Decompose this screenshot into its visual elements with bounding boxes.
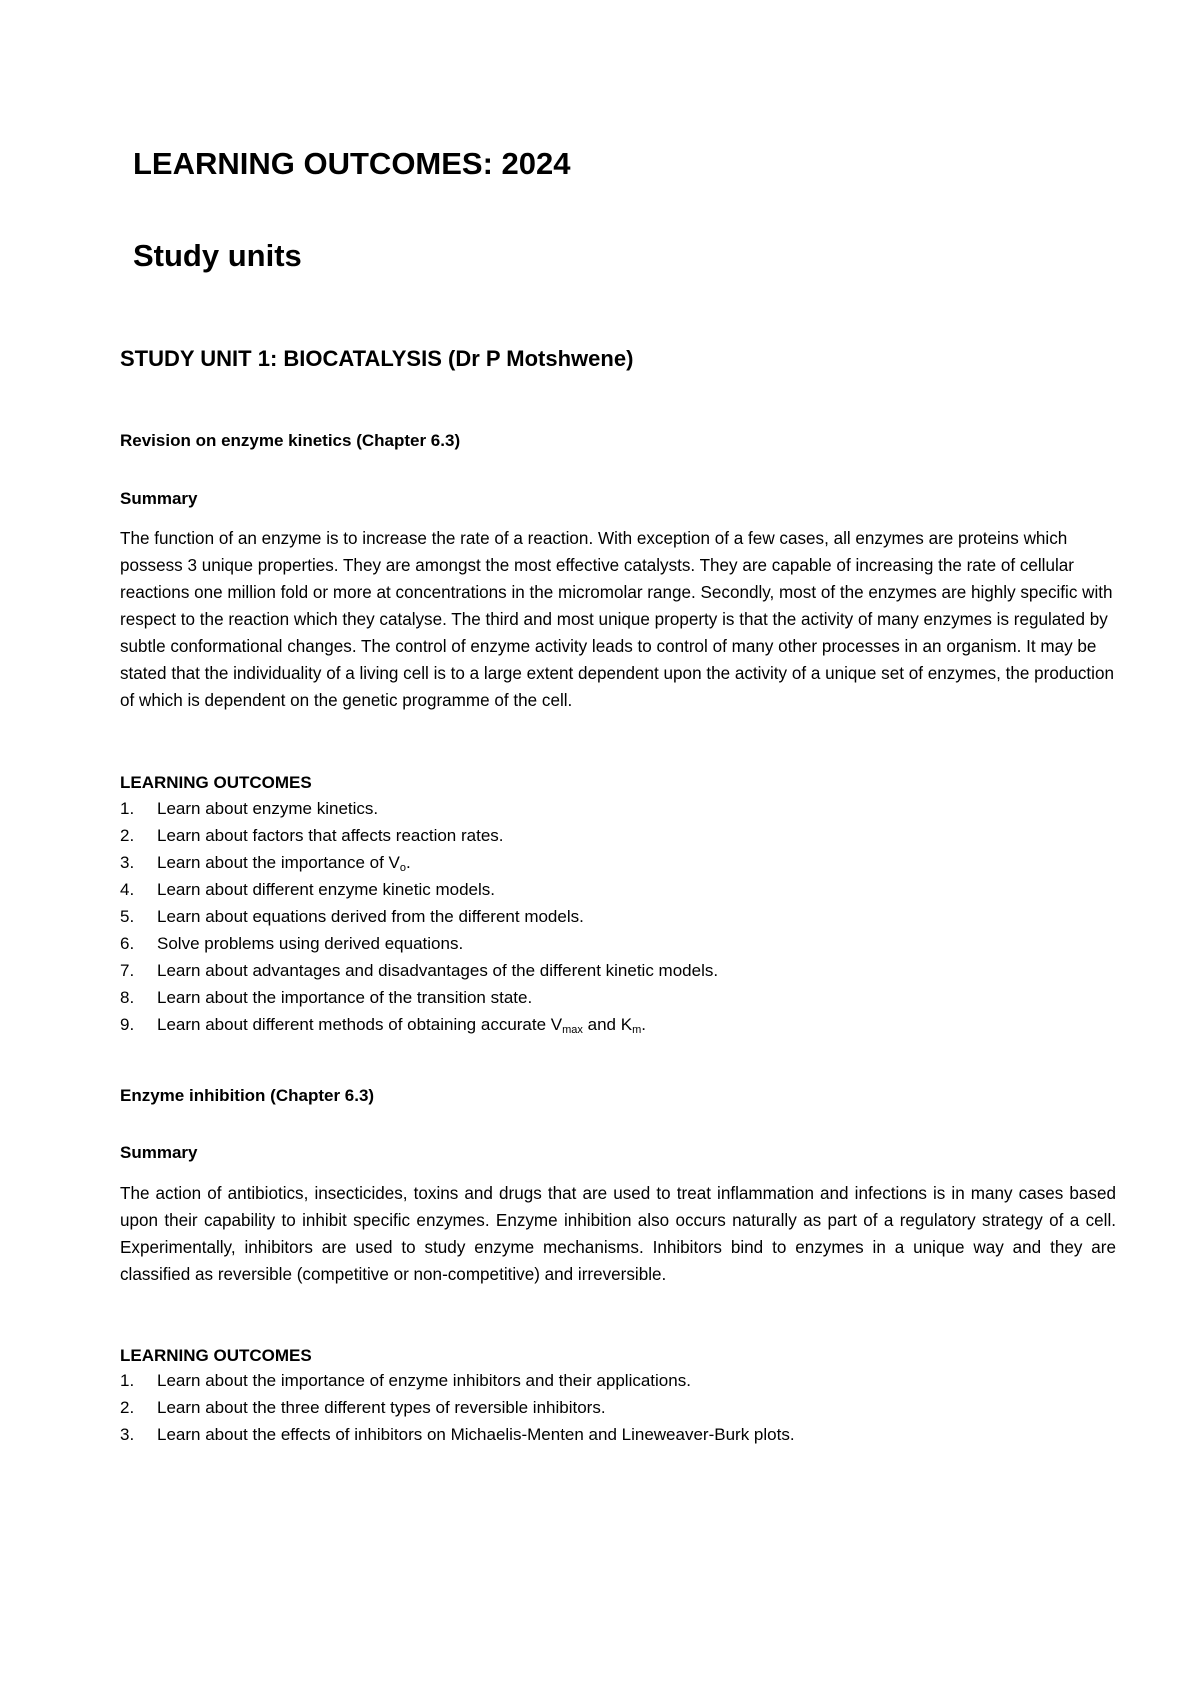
- list-item-text-composite: [157, 1011, 646, 1044]
- list-item-number: 4.: [120, 880, 135, 899]
- list-item-text: Solve problems using derived equations.: [157, 934, 464, 953]
- list-item-number: 2.: [120, 826, 135, 845]
- list-item-text: Learn about the importance of V: [157, 853, 400, 872]
- subscript: m: [632, 1024, 642, 1036]
- list-item-number: 1.: [120, 799, 135, 818]
- list-item-number: 3.: [120, 1425, 135, 1444]
- list-item-number: 6.: [120, 934, 135, 953]
- summary-paragraph-enzyme-inhibition: The action of antibiotics, insecticides, toxins and drugs that are used to treat inflammation and infections is in many cases based upon their capability to inhibit specific enzymes. Enzyme inhibition also occurs naturally as part of a regulatory strategy of a cell. Experimentally, inhibitors are used to study enzyme mechanisms. Inhibitors bind to enzymes in a unique way and they are classified as reversible (competitive or non-competitive) and irreversible.: [120, 1184, 1116, 1284]
- list-item-text: Learn about advantages and disadvantages of the different kinetic models.: [157, 961, 719, 980]
- list-item-number: 3.: [120, 853, 135, 872]
- list-item-text-end: .: [641, 1015, 646, 1034]
- document-subtitle: Study units: [133, 238, 302, 273]
- section-title-enzyme-inhibition: Enzyme inhibition (Chapter 6.3): [120, 1086, 375, 1105]
- list-item-text: Learn about different enzyme kinetic models.: [157, 880, 495, 899]
- list-item-text: Learn about the importance of the transition state.: [157, 988, 533, 1007]
- learning-outcomes-label: LEARNING OUTCOMES: [120, 773, 312, 792]
- summary-label: Summary: [120, 489, 198, 508]
- document-title: LEARNING OUTCOMES: 2024: [133, 146, 571, 181]
- list-item-text-end: .: [406, 853, 411, 872]
- list-item-text: Learn about the importance of enzyme inhibitors and their applications.: [157, 1371, 691, 1390]
- list-item-text: Learn about the effects of inhibitors on Michaelis-Menten and Lineweaver-Burk plots.: [157, 1425, 795, 1444]
- list-item-number: 9.: [120, 1015, 135, 1034]
- list-item-number: 2.: [120, 1398, 135, 1417]
- list-item-number: 7.: [120, 961, 135, 980]
- subscript: max: [562, 1024, 583, 1036]
- summary-label: Summary: [120, 1143, 198, 1162]
- list-item-text: Learn about factors that affects reaction rates.: [157, 826, 504, 845]
- study-unit-heading: STUDY UNIT 1: BIOCATALYSIS (Dr P Motshwene): [120, 346, 634, 371]
- section-title-enzyme-kinetics: Revision on enzyme kinetics (Chapter 6.3): [120, 431, 461, 450]
- summary-paragraph-enzyme-kinetics: The function of an enzyme is to increase the rate of a reaction. With exception of a few cases, all enzymes are proteins which possess 3 unique properties. They are amongst the most effective catalysts. They are capable of increasing the rate of cellular reactions one million fold or more at concentrations in the micromolar range. Secondly, most of the enzymes are highly specific with respect to the reaction which they catalyse. The third and most unique property is that the activity of many enzymes is regulated by subtle conformational changes. The control of enzyme activity leads to control of many other processes in an organism. It may be stated that the individuality of a living cell is to a large extent dependent upon the activity of a unique set of enzymes, the production of which is dependent on the genetic programme of the cell.: [120, 529, 1114, 710]
- list-item-text: Learn about equations derived from the different models.: [157, 907, 584, 926]
- list-item-number: 5.: [120, 907, 135, 926]
- subscript: o: [399, 862, 407, 874]
- list-item-text: Learn about different methods of obtaining accurate V: [157, 1015, 563, 1034]
- learning-outcomes-label: LEARNING OUTCOMES: [120, 1346, 312, 1365]
- list-item-text: Learn about the three different types of reversible inhibitors.: [157, 1398, 606, 1417]
- list-item-text: Learn about enzyme kinetics.: [157, 799, 379, 818]
- list-item-number: 1.: [120, 1371, 135, 1390]
- list-item-text-middle: and K: [582, 1015, 633, 1034]
- list-item-number: 8.: [120, 988, 135, 1007]
